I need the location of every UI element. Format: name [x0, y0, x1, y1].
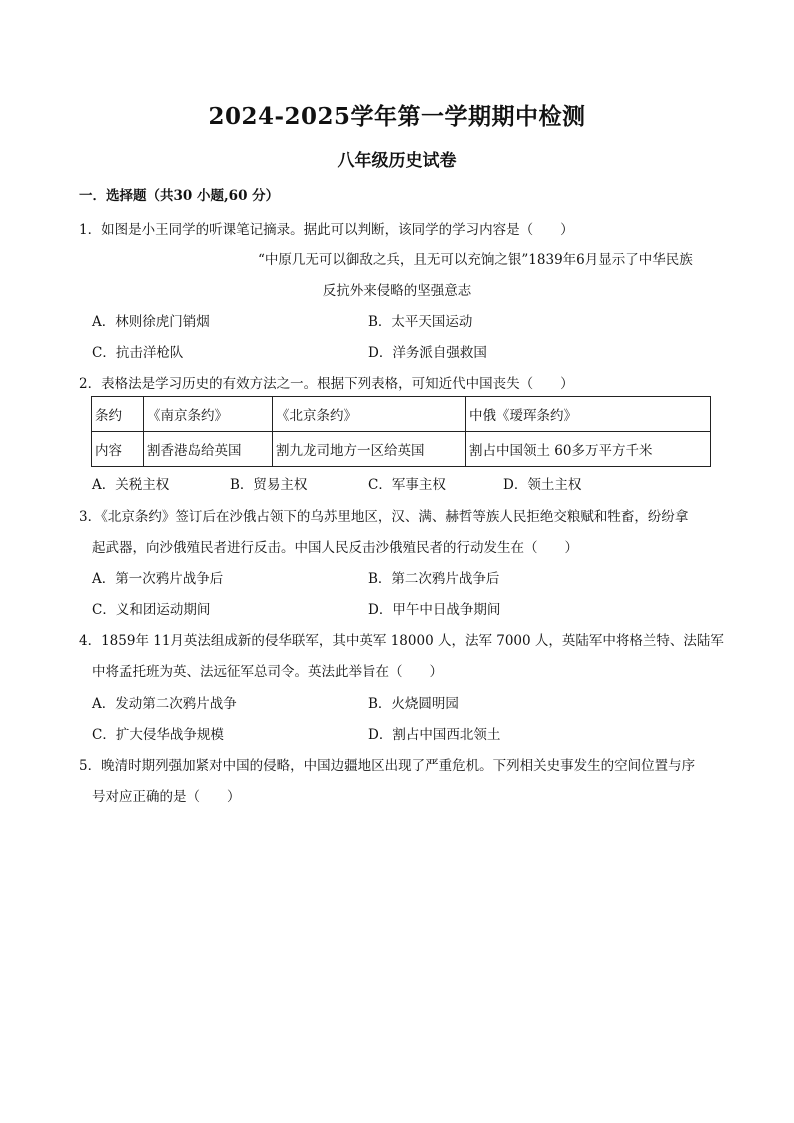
question-1-quote-line-2: 反抗外来侵略的坚强意志	[322, 283, 472, 299]
question-4-stem	[79, 629, 724, 649]
table-cell: 中俄《瑷珲条约》	[466, 397, 711, 432]
question-4-option-a[interactable]: A．发动第二次鸦片战争	[92, 696, 237, 712]
question-2-option-a[interactable]: A．关税主权	[92, 477, 170, 493]
table-row	[92, 397, 711, 432]
question-1-option-a[interactable]: A．林则徐虎门销烟	[92, 314, 210, 330]
question-number: 1．	[79, 222, 102, 238]
question-1-option-c[interactable]: C．抗击洋枪队	[92, 345, 184, 361]
question-2-table	[91, 396, 711, 467]
question-4-option-c[interactable]: C．扩大侵华战争规模	[92, 727, 224, 743]
question-text: 表格法是学习历史的有效方法之一。根据下列表格，可知近代中国丧失（ ）	[101, 376, 574, 392]
table-cell: 割香港岛给英国	[144, 432, 273, 467]
question-1-option-b[interactable]: B．太平天国运动	[368, 314, 473, 330]
question-1-option-d[interactable]: D．洋务派自强救国	[368, 345, 487, 361]
question-1-quote-line-1: “中原几无可以御敌之兵，且无可以充饷之银”1839年6月显示了中华民族	[258, 252, 693, 268]
question-2-option-b[interactable]: B．贸易主权	[230, 477, 308, 493]
question-3-option-b[interactable]: B．第二次鸦片战争后	[368, 571, 500, 587]
section-heading: 一．选择题（共30 小题,60 分）	[79, 188, 280, 204]
question-1-stem	[79, 218, 574, 238]
question-number: 3．	[79, 509, 102, 525]
question-3-stem	[79, 505, 688, 525]
table-cell: 《南京条约》	[144, 397, 273, 432]
table-cell: 《北京条约》	[273, 397, 466, 432]
question-number: 2．	[79, 376, 102, 392]
question-3-option-d[interactable]: D．甲午中日战争期间	[368, 602, 501, 618]
table-cell: 割九龙司地方一区给英国	[273, 432, 466, 467]
question-text: 晚清时期列强加紧对中国的侵略，中国边疆地区出现了严重危机。下列相关史事发生的空间位置与序	[101, 758, 696, 774]
question-2-option-d[interactable]: D．领土主权	[503, 477, 582, 493]
table-cell: 割占中国领土 60多万平方千米	[466, 432, 711, 467]
question-3-option-c[interactable]: C．义和团运动期间	[92, 602, 211, 618]
page-title: 2024-2025学年第一学期期中检测	[208, 103, 586, 130]
question-4-option-d[interactable]: D．割占中国西北领土	[368, 727, 501, 743]
question-text: 如图是小王同学的听课笔记摘录。据此可以判断，该同学的学习内容是（ ）	[101, 222, 574, 238]
question-3-stem-line-2: 起武器，向沙俄殖民者进行反击。中国人民反击沙俄殖民者的行动发生在（ ）	[92, 540, 578, 556]
question-number: 5．	[79, 758, 102, 774]
question-2-option-c[interactable]: C．军事主权	[368, 477, 446, 493]
question-5-stem-line-2: 号对应正确的是（ ）	[92, 789, 241, 805]
question-4-option-b[interactable]: B．火烧圆明园	[368, 696, 459, 712]
question-3-option-a[interactable]: A．第一次鸦片战争后	[92, 571, 224, 587]
table-cell: 内容	[92, 432, 144, 467]
page-subtitle: 八年级历史试卷	[337, 151, 457, 171]
question-2-stem	[79, 372, 574, 392]
question-number: 4．	[79, 633, 102, 649]
table-row	[92, 432, 711, 467]
table-cell: 条约	[92, 397, 144, 432]
question-5-stem	[79, 754, 695, 774]
question-text: 《北京条约》签订后在沙俄占领下的乌苏里地区，汉、满、赫哲等族人民拒绝交粮赋和牲畜，纷纷拿	[101, 509, 689, 525]
question-4-stem-line-2: 中将孟托班为英、法远征军总司令。英法此举旨在（ ）	[92, 664, 443, 680]
question-text: 1859年 11月英法组成新的侵华联军，其中英军 18000 人，法军 7000 人，英陆军中将格兰特、法陆军	[101, 633, 724, 649]
